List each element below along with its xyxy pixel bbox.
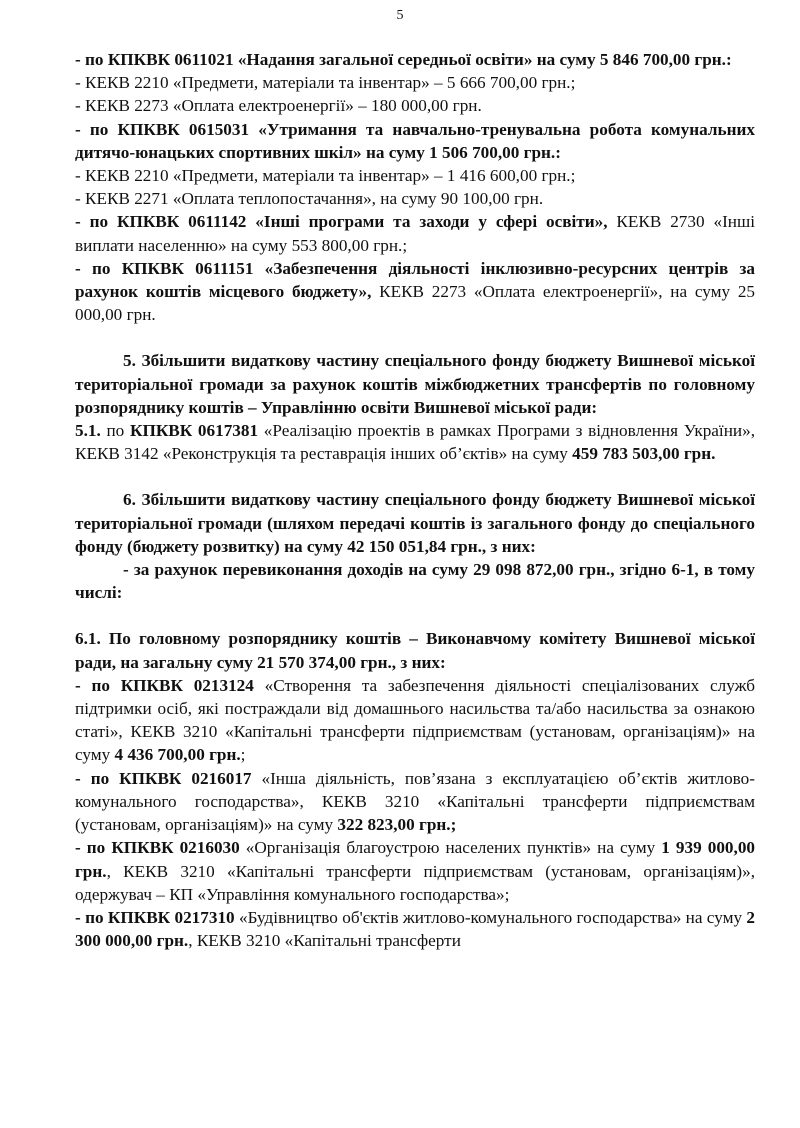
text-run: «Створення та забезпечення діяльності спеціалізованих служб підтримки осіб, які постраждали від домашнього насильства та/або насильства за ознакою статі», КЕКВ 3210 «Капітальні трансферти підприємствам (установам, організаціям)» на суму (75, 675, 755, 765)
text-run: 5.1. (75, 421, 101, 441)
text-run: - по (75, 768, 120, 788)
section-6-1-heading: 6.1. По головному розпоряднику коштів – Виконавчому комітету Вишневої міської ради, на загальну суму 21 570 374,00 грн., з них: (75, 629, 755, 672)
text-run: , КЕКВ 3210 «Капітальні трансферти (188, 931, 461, 951)
document-body (75, 48, 755, 952)
text-run: «Реалізацію проектів в рамках Програми з відновлення України», КЕКВ 3142 «Реконструкція та реставрація інших об’єктів» на суму (75, 421, 755, 464)
paragraph-kpkvk-0216017 (75, 767, 755, 837)
text-run: по (100, 421, 130, 441)
text-run: КПКВК 0213124 (120, 675, 254, 695)
section-5-1 (75, 419, 755, 465)
text-run: 4 436 700,00 грн. (114, 745, 241, 765)
paragraph-kpkvk-0213124 (75, 674, 755, 767)
page-number: 5 (396, 8, 404, 23)
text-run: КПКВК 0617381 (130, 421, 259, 441)
text-run: 322 823,00 грн.; (337, 815, 457, 835)
text-run: - по (75, 258, 122, 278)
paragraph-kekv-2273-a: - КЕКВ 2273 «Оплата електроенергії» – 180 000,00 грн. (75, 96, 482, 116)
kpkvk-0611151-title: КПКВК 0611151 «Забезпечення діяльності інклюзивно-ресурсних центрів за рахунок коштів місцевого бюджету», (75, 258, 755, 302)
paragraph-kpkvk-0217310 (75, 906, 755, 952)
text-run: - по (75, 675, 121, 695)
text-run: КПКВК 0216030 (111, 838, 240, 858)
kpkvk-0611142-rest: КЕКВ 2730 «Інші виплати населенню» на суму 553 800,00 грн.; (75, 212, 755, 255)
paragraph-kekv-2210-a: - КЕКВ 2210 «Предмети, матеріали та інвентар» – 5 666 700,00 грн.; (75, 73, 576, 93)
text-run: «Організація благоустрою населених пунктів» на суму (239, 838, 662, 858)
text-run: «Будівництво об'єктів житлово-комунального господарства» на суму (234, 907, 747, 927)
kpkvk-0611142-title: - по КПКВК 0611142 «Інші програми та заходи у сфері освіти», (75, 212, 608, 232)
text-run: - по (75, 838, 112, 858)
section-6-heading: 6. Збільшити видаткову частину спеціального фонду бюджету Вишневої міської територіальної громади (шляхом передачі коштів із загального фонду до спеціального фонду (бюджету розвитку) на суму 42 150 051,84 грн., з них: (75, 490, 755, 556)
text-run: 2 300 000,00 грн. (75, 907, 755, 951)
section-5-heading: 5. Збільшити видаткову частину спеціального фонду бюджету Вишневої міської територіальної громади за рахунок коштів міжбюджетних трансфертів по головному розпоряднику коштів – Управлінню освіти Вишневої міської ради: (75, 351, 755, 417)
paragraph-kpkvk-0611142 (75, 210, 755, 256)
text-run: 459 783 503,00 грн. (572, 444, 716, 464)
paragraph-kpkvk-0615031: - по КПКВК 0615031 «Утримання та навчально-тренувальна робота комунальних дитячо-юнацьких спортивних шкіл» на суму 1 506 700,00 грн.: (75, 119, 755, 162)
text-run: 1 939 000,00 грн. (75, 838, 755, 881)
paragraph-kpkvk-0216030 (75, 836, 755, 906)
text-run: , КЕКВ 3210 «Капітальні трансферти підприємствам (установам, організаціям)», одержувач – КП «Управління комунального господарства»; (75, 861, 755, 904)
kpkvk-0611151-rest: КЕКВ 2273 «Оплата електроенергії», на суму 25 000,00 грн. (75, 282, 756, 325)
text-run: КПКВК 0217310 (107, 907, 235, 927)
paragraph-kpkvk-0611151 (75, 257, 755, 327)
text-run: «Інша діяльність, пов’язана з експлуатацією об’єктів житлово-комунального господарства», КЕКВ 3210 «Капітальні трансферти підприємствам (установам, організаціям)» на суму (75, 768, 755, 835)
paragraph-kekv-2210-b: - КЕКВ 2210 «Предмети, матеріали та інвентар» – 1 416 600,00 грн.; (75, 166, 576, 186)
paragraph-kekv-2271: - КЕКВ 2271 «Оплата теплопостачання», на суму 90 100,00 грн. (75, 189, 544, 209)
section-6-overperformance: - за рахунок перевиконання доходів на суму 29 098 872,00 грн., згідно 6-1, в тому числі: (75, 560, 755, 603)
text-run: - по (75, 907, 108, 927)
text-run: КПКВК 0216017 (119, 768, 252, 788)
paragraph-kpkvk-0611021: - по КПКВК 0611021 «Надання загальної середньої освіти» на суму 5 846 700,00 грн.: (75, 50, 732, 69)
text-run: ; (240, 745, 246, 765)
